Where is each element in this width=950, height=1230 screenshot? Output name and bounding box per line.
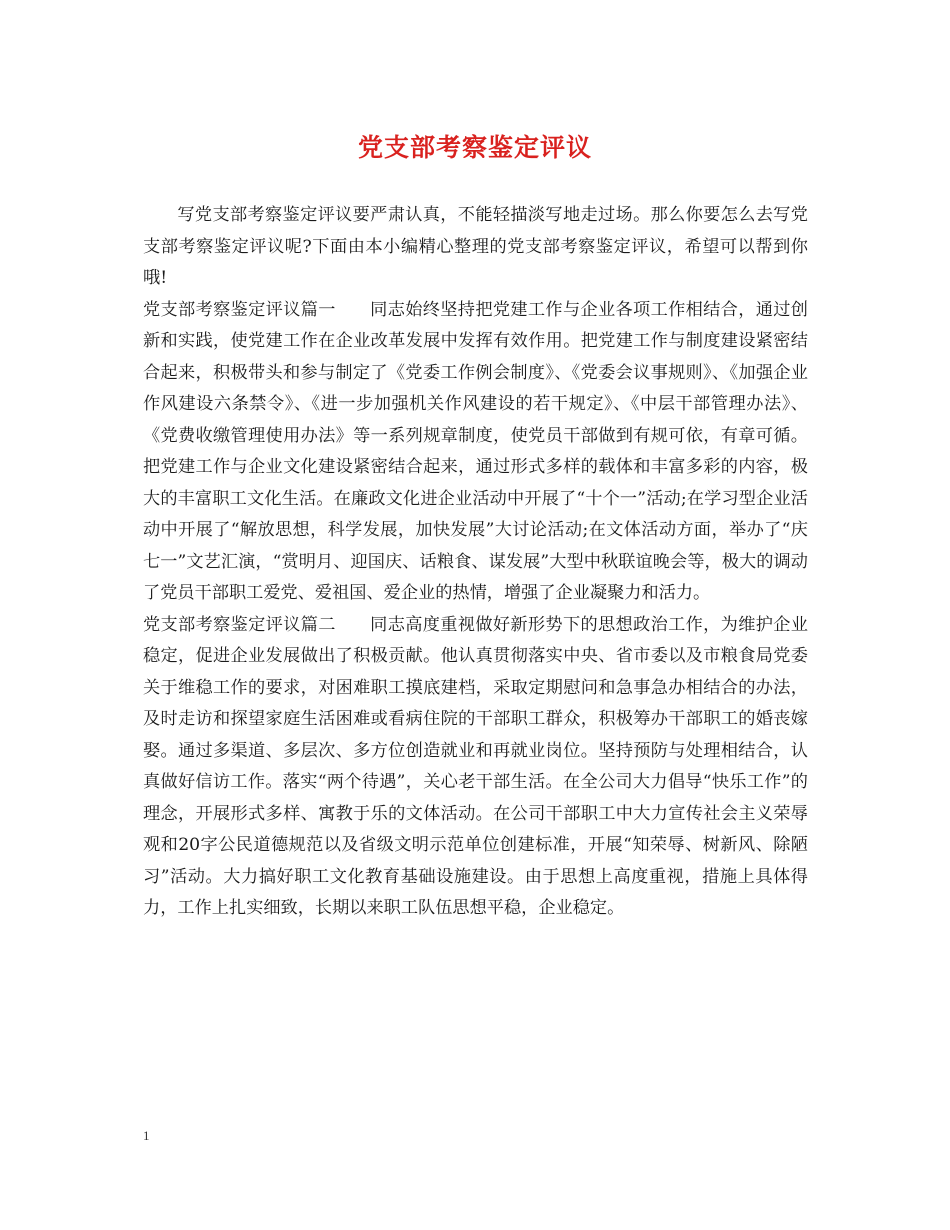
section-paragraph-1 [143, 295, 808, 610]
section-text-2: 同志高度重视做好新形势下的思想政治工作，为维护企业稳定，促进企业发展做出了积极贡献。他认真贯彻落实中央、省市委以及市粮食局党委关于维稳工作的要求，对困难职工摸底建档，采取定期慰问和急事急办相结合的办法，及时走访和探望家庭生活困难或看病住院的干部职工群众，积极筹办干部职工的婚丧嫁娶。通过多渠道、多层次、多方位创造就业和再就业岗位。坚持预防与处理相结合，认真做好信访工作。落实“两个待遇”，关心老干部生活。在全公司大力倡导“快乐工作”的理念，开展形式多样、寓教于乐的文体活动。在公司干部职工中大力宣传社会主义荣辱观和20字公民道德规范以及省级文明示范单位创建标准，开展“知荣辱、树新风、除陋习”活动。大力搞好职工文化教育基础设施建设。由于思想上高度重视，措施上具体得力，工作上扎实细致，长期以来职工队伍思想平稳，企业稳定。 [143, 614, 808, 918]
section-paragraph-2 [143, 610, 808, 925]
page-number: 1 [143, 1128, 150, 1143]
section-text-1: 同志始终坚持把党建工作与企业各项工作相结合，通过创新和实践，使党建工作在企业改革发展中发挥有效作用。把党建工作与制度建设紧密结合起来，积极带头和参与制定了《党委工作例会制度》、《党委会议事规则》、《加强企业作风建设六条禁令》、《进一步加强机关作风建设的若干规定》、《中层干部管理办法》、《党费收缴管理使用办法》等一系列规章制度，使党员干部做到有规可依，有章可循。把党建工作与企业文化建设紧密结合起来，通过形式多样的载体和丰富多彩的内容，极大的丰富职工文化生活。在廉政文化进企业活动中开展了“十个一”活动;在学习型企业活动中开展了“解放思想，科学发展，加快发展”大讨论活动;在文体活动方面，举办了“庆七一”文艺汇演，“赏明月、迎国庆、话粮食、谋发展”大型中秋联谊晚会等，极大的调动了党员干部职工爱党、爱祖国、爱企业的热情，增强了企业凝聚力和活力。 [143, 299, 808, 603]
section-label-2: 党支部考察鉴定评议篇二 [143, 614, 336, 635]
section-label-1: 党支部考察鉴定评议篇一 [143, 299, 336, 320]
document-title: 党支部考察鉴定评议 [357, 133, 592, 162]
document-body [143, 200, 808, 925]
intro-paragraph: 写党支部考察鉴定评议要严肃认真，不能轻描淡写地走过场。那么你要怎么去写党支部考察鉴定评议呢?下面由本小编精心整理的党支部考察鉴定评议，希望可以帮到你哦! [143, 205, 808, 288]
